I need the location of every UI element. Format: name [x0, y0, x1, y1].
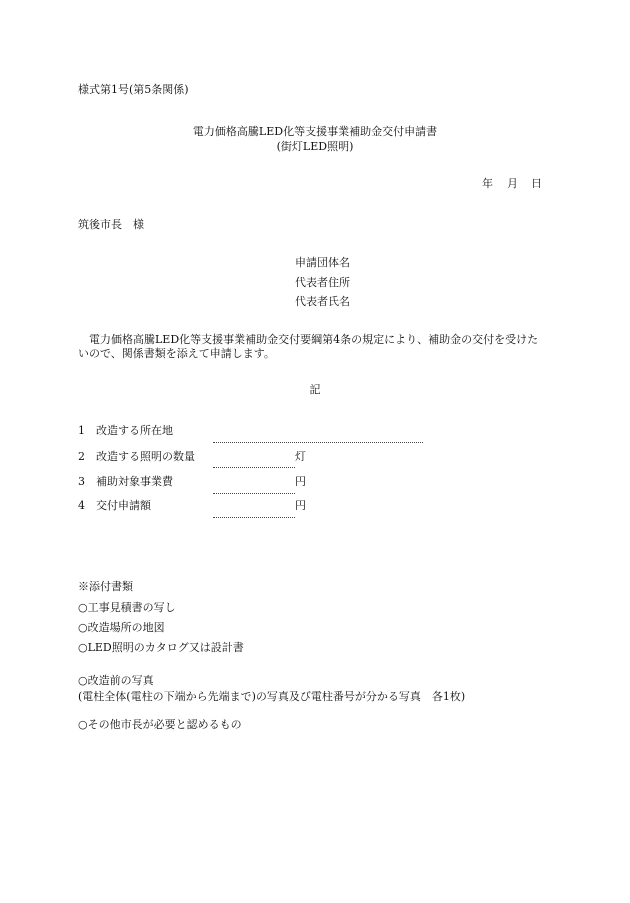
date-month: 月 — [507, 177, 518, 190]
applicant-rep-address-label: 代表者住所 — [295, 276, 350, 289]
form-number: 様式第1号(第5条関係) — [78, 83, 189, 96]
location-fill-line — [213, 442, 423, 443]
item-unit-yen: 円 — [295, 499, 306, 512]
item-unit-lamps: 灯 — [295, 450, 306, 463]
addressee: 筑後市長 様 — [78, 218, 144, 231]
attachment-item: ○その他市長が必要と認めるもの — [78, 718, 242, 731]
item-number: 3 — [78, 475, 85, 488]
attachment-item: ○改造場所の地図 — [78, 621, 165, 634]
body-paragraph: 電力価格高騰LED化等支援事業補助金交付要綱第4条の規定により、補助金の交付を受けたいので、関係書類を添えて申請します。 — [78, 333, 539, 360]
attachment-note: (電柱全体(電柱の下端から先端まで)の写真及び電柱番号が分かる写真 各1枚) — [78, 690, 466, 703]
date-day: 日 — [531, 177, 542, 190]
attachments-heading: ※添付書類 — [78, 580, 133, 593]
item-unit-yen: 円 — [295, 475, 306, 488]
form-title: 電力価格高騰LED化等支援事業補助金交付申請書 — [192, 125, 438, 138]
applicant-org-name-label: 申請団体名 — [295, 256, 350, 269]
quantity-fill-line — [213, 467, 295, 468]
date-year: 年 — [482, 177, 493, 190]
item-number: 2 — [78, 450, 85, 463]
ki-heading: 記 — [309, 383, 321, 396]
item-number: 4 — [78, 499, 85, 512]
attachment-item: ○工事見積書の写し — [78, 601, 176, 614]
item-number: 1 — [78, 424, 85, 437]
attachment-item: ○LED照明のカタログ又は設計書 — [78, 641, 244, 654]
item-label-grant-amount: 交付申請額 — [96, 499, 151, 512]
project-cost-fill-line — [213, 493, 295, 494]
attachment-item: ○改造前の写真 — [78, 674, 154, 687]
item-label-quantity: 改造する照明の数量 — [96, 450, 195, 463]
item-label-location: 改造する所在地 — [96, 424, 173, 437]
item-label-project-cost: 補助対象事業費 — [96, 475, 173, 488]
applicant-rep-name-label: 代表者氏名 — [295, 295, 350, 308]
form-subtitle: (街灯LED照明) — [276, 140, 354, 153]
grant-amount-fill-line — [213, 517, 295, 518]
